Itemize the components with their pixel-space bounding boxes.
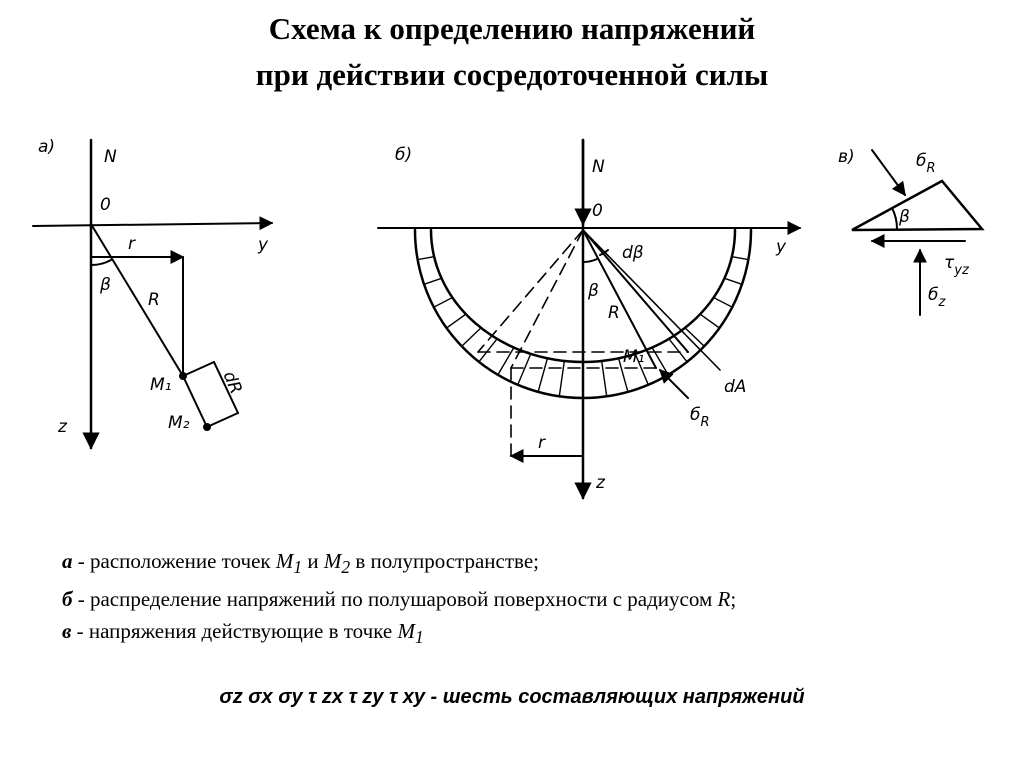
tau-label-c: $\tau_{yz}$: [944, 253, 969, 278]
axis-y-label-b: у: [776, 237, 787, 257]
force-label-b: N: [592, 157, 605, 177]
radius-label-b: R: [608, 303, 620, 323]
caption-key-c: в: [62, 619, 72, 644]
axis-y-label-a: у: [258, 235, 269, 255]
panel-label-b: б): [395, 145, 413, 165]
m1-label-a: M₁: [150, 375, 172, 395]
axis-y-a: [33, 223, 272, 226]
title-line-2: при действии сосредоточенной силы: [255, 57, 769, 92]
m1-label-b: M₁: [623, 347, 645, 367]
sigma-r-label-b: $б_R$: [690, 405, 710, 430]
sigma-r-arrow-b: [660, 370, 688, 398]
diagram-c: [838, 147, 982, 315]
radius-line-a: [91, 224, 183, 376]
point-m1-a: [180, 373, 186, 379]
da-label-b: dA: [724, 377, 747, 397]
force-label-a: N: [104, 147, 117, 167]
offset-label-a: r: [128, 234, 135, 254]
m2-label-a: M₂: [168, 413, 190, 433]
figure-caption: [62, 545, 1012, 653]
panel-label-a: а): [38, 137, 56, 157]
beta-label-b: β: [588, 281, 599, 301]
dr-label-a: dR: [218, 368, 246, 397]
origin-label-b: 0: [592, 201, 603, 221]
panel-label-c: в): [838, 147, 855, 167]
caption-key-a: а: [62, 549, 73, 573]
dr-tick-2: [207, 413, 238, 427]
point-m2-a: [204, 424, 210, 430]
title-line-1: Схема к определению напряжений: [268, 11, 756, 46]
beta-label-a: β: [100, 275, 111, 295]
dr-tick-1: [183, 362, 214, 376]
sigma-z-label-c: $б_z$: [928, 285, 946, 310]
caption-row-c: в - напряжения действующие в точке $M_1$: [62, 619, 424, 648]
stress-components-line: σz σx σy τ zx τ zy τ xy - шесть составляющих напряжений: [219, 686, 805, 708]
axis-z-label-b: z: [596, 473, 605, 493]
sigma-r-label-c: $б_R$: [916, 151, 936, 176]
axis-z-label-a: z: [58, 417, 67, 437]
origin-label-a: 0: [100, 195, 111, 215]
beta-arc-a: [91, 260, 111, 265]
offset-label-b: r: [538, 433, 545, 453]
caption-row-b: б - распределение напряжений по полушаровой поверхности с радиусом R;: [62, 587, 737, 612]
dbeta-label-b: dβ: [622, 243, 644, 263]
diagram-a: [33, 137, 272, 448]
beta-arc-b: [583, 259, 597, 262]
beta-arc-c: [892, 208, 897, 229]
sigma-r-arrow-c: [872, 150, 905, 195]
radius-label-a: R: [148, 290, 160, 310]
stress-element-c: [852, 181, 982, 230]
caption-row-a: а - расположение точек $M_1$ и $M_2$ в полупространстве;: [62, 549, 539, 578]
beta-label-c: β: [899, 207, 910, 227]
caption-key-b: б: [62, 587, 73, 612]
